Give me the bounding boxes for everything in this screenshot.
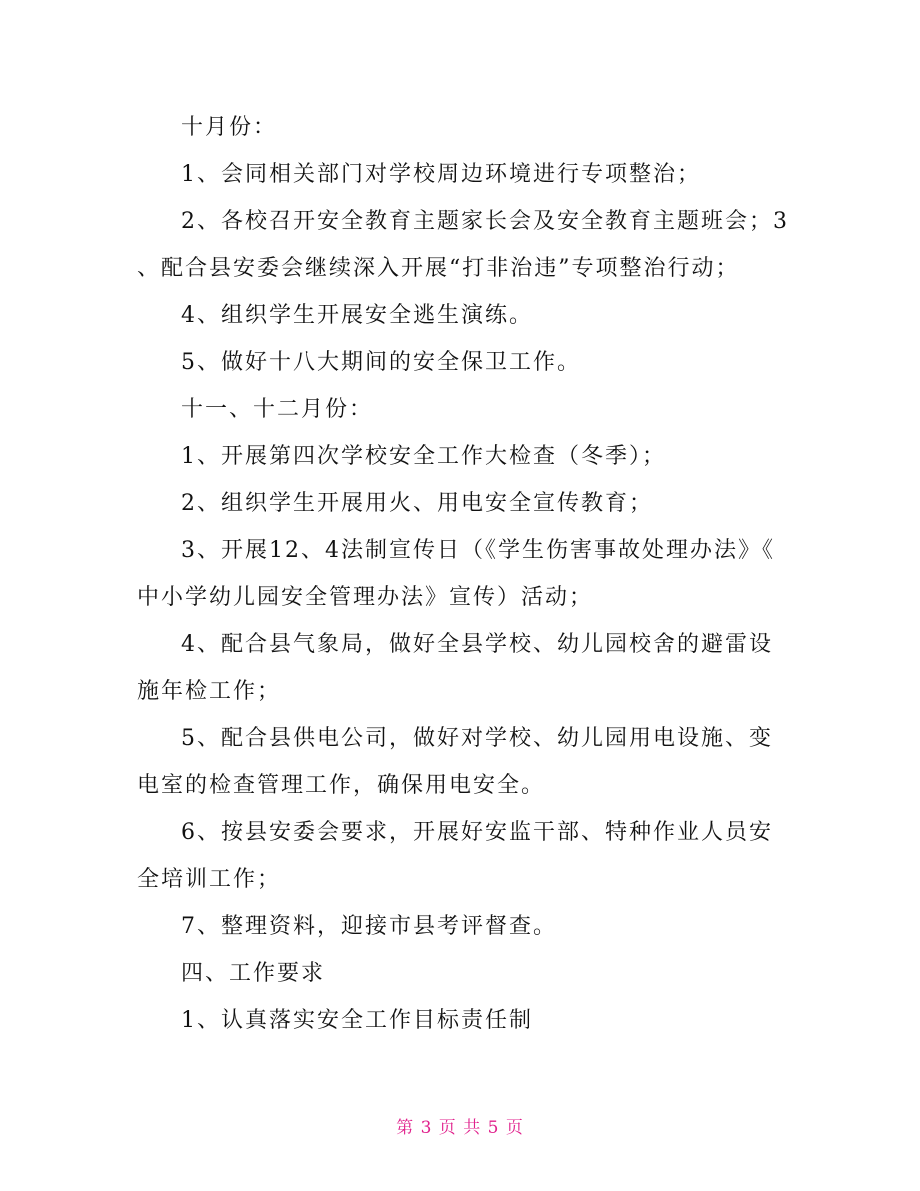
text-line: 7、整理资料，迎接市县考评督查。 bbox=[181, 914, 557, 939]
text-line: 3、开展12、4法制宣传日（《学生伤害事故处理办法》《 bbox=[181, 538, 775, 563]
text-line: 5、配合县供电公司，做好对学校、幼儿园用电设施、变 bbox=[181, 726, 773, 751]
text-line: 1、认真落实安全工作目标责任制 bbox=[181, 1008, 533, 1033]
page-number-footer: 第 3 页 共 5 页 bbox=[396, 1118, 524, 1138]
document-body bbox=[137, 104, 787, 1044]
text-line: 1、开展第四次学校安全工作大检查（冬季）； bbox=[181, 444, 666, 469]
section-heading: 四、工作要求 bbox=[181, 961, 326, 986]
text-line: 1、会同相关部门对学校周边环境进行专项整治； bbox=[181, 162, 701, 187]
text-line: 6、按县安委会要求，开展好安监干部、特种作业人员安 bbox=[181, 820, 773, 845]
text-line: 4、配合县气象局，做好全县学校、幼儿园校舍的避雷设 bbox=[181, 632, 773, 657]
text-line: 电室的检查管理工作，确保用电安全。 bbox=[137, 773, 546, 798]
text-line: 2、组织学生开展用火、用电安全宣传教育； bbox=[181, 491, 653, 516]
text-line: 5、做好十八大期间的安全保卫工作。 bbox=[181, 350, 581, 375]
text-line: 中小学幼儿园安全管理办法》宣传）活动； bbox=[137, 585, 594, 610]
section-heading: 十一、十二月份： bbox=[181, 397, 374, 422]
text-line: 施年检工作； bbox=[137, 679, 282, 704]
text-line: 十月份： bbox=[181, 115, 278, 140]
text-line: 、配合县安委会继续深入开展“打非治违”专项整治行动； bbox=[137, 256, 740, 281]
text-line: 4、组织学生开展安全逃生演练。 bbox=[181, 303, 533, 328]
text-line: 2、各校召开安全教育主题家长会及安全教育主题班会；3 bbox=[181, 209, 789, 234]
text-line: 全培训工作； bbox=[137, 867, 282, 892]
